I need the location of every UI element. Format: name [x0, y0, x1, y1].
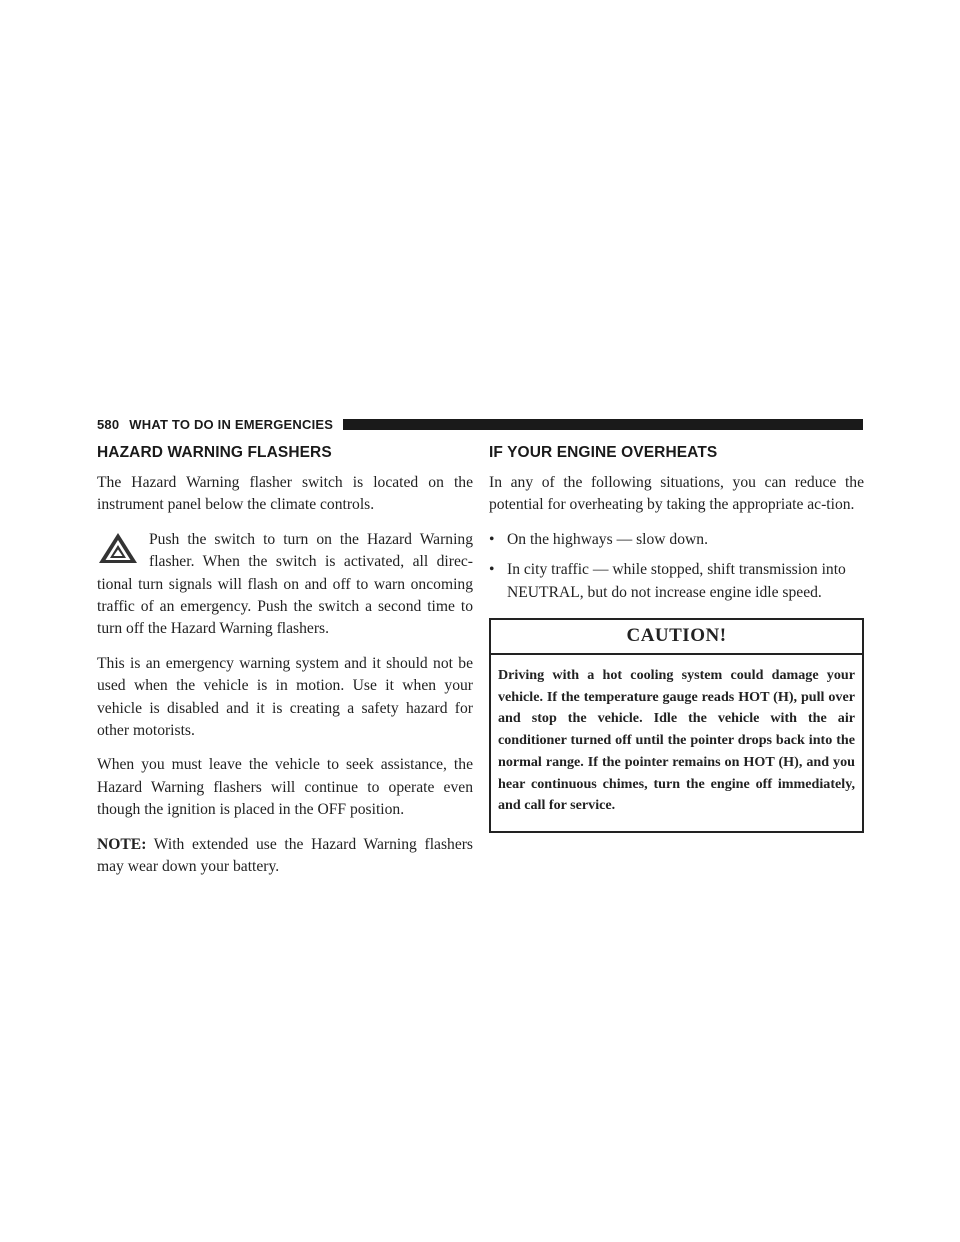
- overheat-heading: IF YOUR ENGINE OVERHEATS: [489, 444, 718, 461]
- bullet-dot: •: [489, 561, 495, 579]
- note-text: With extended use the Hazard Warning flashers may wear down your battery.: [97, 835, 473, 876]
- page-header: [97, 417, 863, 432]
- overheat-intro: In any of the following situations, you can reduce the potential for overheating by taking the appropriate ac-tion.: [489, 474, 864, 514]
- right-column: [489, 440, 864, 833]
- caution-box: [489, 618, 864, 833]
- hazard-paragraph-switch: [97, 529, 473, 641]
- hazard-warning-triangle-icon: [97, 531, 139, 565]
- note-label: NOTE:: [97, 835, 147, 853]
- caution-text: Driving with a hot cooling system could damage your vehicle. If the temperature gauge reads HOT (H), pull over and stop the vehicle. Idle the vehicle with the air conditioner turned off until the pointer drops back into the normal range. If the pointer remains on HOT (H), and you hear continuous chimes, turn the engine off immediately, and call for service.: [498, 667, 855, 814]
- hazard-paragraph-usage: This is an emergency warning system and it should not be used when the vehicle is in motion. Use it when your vehicle is disabled and it is creating a safety hazard for other motorists.: [97, 654, 473, 740]
- hazard-paragraph-location: The Hazard Warning flasher switch is located on the instrument panel below the climate controls.: [97, 474, 473, 514]
- list-item-text: On the highways — slow down.: [507, 530, 708, 548]
- page-number: 580: [97, 417, 120, 432]
- overheat-list: [489, 529, 864, 604]
- bullet-dot: •: [489, 530, 495, 548]
- caution-title: CAUTION!: [491, 620, 862, 655]
- left-column: [97, 440, 473, 891]
- list-item: [489, 529, 864, 551]
- hazard-switch-text: Push the switch to turn on the Hazard Warning flasher. When the switch is activated, all direc-tional turn signals will flash on and off to warn oncoming traffic of an emergency. Push the switch a second time to turn off the Hazard Warning flashers.: [97, 530, 473, 638]
- hazard-paragraph-leave: When you must leave the vehicle to seek assistance, the Hazard Warning flashers will continue to operate even though the ignition is placed in the OFF position.: [97, 756, 473, 819]
- hazard-heading: HAZARD WARNING FLASHERS: [97, 444, 332, 461]
- section-title: WHAT TO DO IN EMERGENCIES: [129, 417, 334, 432]
- header-bar: [343, 419, 863, 430]
- list-item: [489, 559, 864, 604]
- hazard-note: [97, 834, 473, 879]
- list-item-text: In city traffic — while stopped, shift transmission into NEUTRAL, but do not increase engine idle speed.: [507, 561, 846, 601]
